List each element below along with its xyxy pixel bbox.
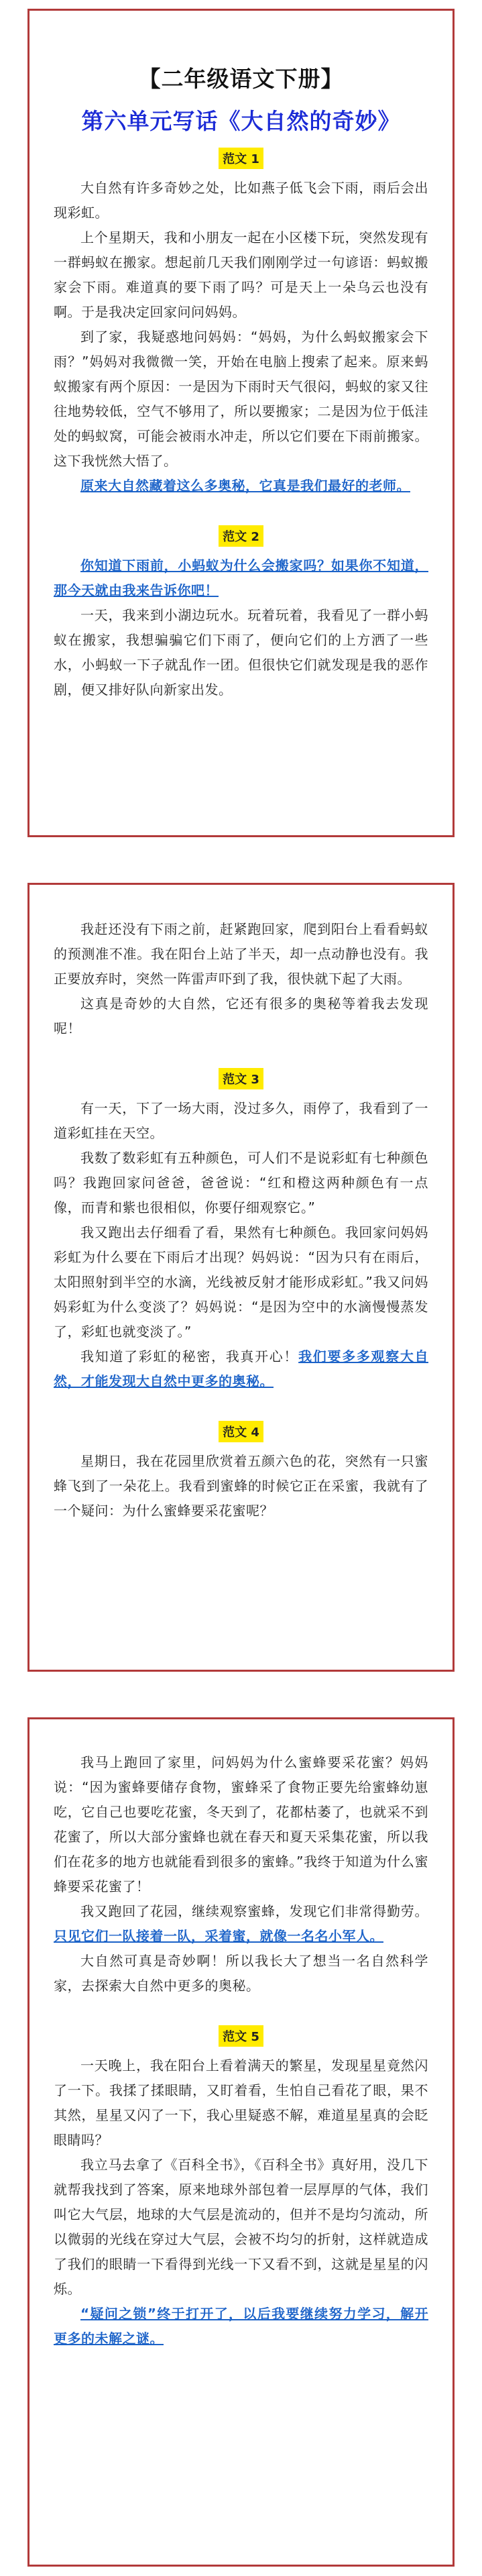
- highlight-paragraph: [54, 553, 428, 603]
- paragraph: 我数了数彩虹有五种颜色，可人们不是说彩虹有七种颜色吗？我跑回家问爸爸，爸爸说：“红和橙这两种颜色有一点像，而青和紫也很相似，你要仔细观察它。”: [54, 1150, 428, 1216]
- paragraph: 大自然可真是奇妙啊！所以我长大了想当一名自然科学家，去探索大自然中更多的奥秘。: [54, 1953, 428, 1994]
- paragraph: [54, 1899, 428, 1949]
- highlight-text: 你知道下雨前，小蚂蚁为什么会搬家吗？如果你不知道，那今天就由我来告诉你吧！: [54, 557, 428, 598]
- highlight-paragraph: [54, 474, 428, 498]
- paragraph: 这真是奇妙的大自然，它还有很多的奥秘等着我去发现呢！: [54, 996, 428, 1036]
- paragraph: 有一天，下了一场大雨，没过多久，雨停了，我看到了一道彩虹挂在天空。: [54, 1100, 428, 1141]
- paragraph: 到了家，我疑惑地问妈妈：“妈妈，为什么蚂蚁搬家会下雨？”妈妈对我微微一笑，开始在电脑上搜索了起来。原来蚂蚁搬家有两个原因：一是因为下雨时天气很闷，蚂蚁的家又往往地势较低，空气不够用了，所以要搬家；二是因为位于低洼处的蚂蚁窝，可能会被雨水冲走，所以它们要在下雨前搬家。这下我恍然大悟了。: [54, 329, 428, 469]
- page-title: 【二年级语文下册】: [138, 66, 344, 92]
- paragraph: 一天，我来到小湖边玩水。玩着玩着，我看见了一群小蚂蚁在搬家，我想骗骗它们下雨了，便向它们的上方洒了一些水，小蚂蚁一下子就乱作一团。但很快它们就发现是我的恶作剧，便又排好队向新家出发。: [54, 607, 428, 698]
- highlight-text: 我们要多多观察大自然，才能发现大自然中更多的奥秘。: [54, 1348, 429, 1389]
- page-card-3: [27, 1717, 455, 2567]
- highlight-text: 原来大自然藏着这么多奥秘，它真是我们最好的老师。: [80, 478, 410, 494]
- plain-text: 我又跑回了花园，继续观察蜜蜂，发现它们非常得勤劳。: [80, 1903, 428, 1919]
- essay-tag-5: 范文 5: [219, 2025, 263, 2047]
- essay-tag-1: 范文 1: [219, 148, 263, 169]
- paragraph: 我赶还没有下雨之前，赶紧跑回家，爬到阳台上看看蚂蚁的预测准不准。我在阳台上站了半天，却一点动静也没有。我正要放弃时，突然一阵雷声吓到了我，很快就下起了大雨。: [54, 921, 428, 987]
- highlight-paragraph: [54, 2302, 428, 2351]
- highlight-text: “疑问之锁”终于打开了，以后我要继续努力学习，解开更多的未解之谜。: [54, 2306, 428, 2347]
- essay-tag-4: 范文 4: [219, 1421, 263, 1442]
- essay-tag-3: 范文 3: [219, 1068, 263, 1089]
- paragraph: 星期日，我在花园里欣赏着五颜六色的花，突然有一只蜜蜂飞到了一朵花上。我看到蜜蜂的时候它正在采蜜，我就有了一个疑问：为什么蜜蜂要采花蜜呢？: [54, 1453, 428, 1519]
- paragraph: 我立马去拿了《百科全书》，《百科全书》真好用，没几下就帮我找到了答案，原来地球外部包着一层厚厚的气体，我们叫它大气层，地球的大气层是流动的，但并不是均匀流动，所以微弱的光线在穿过大气层，会被不均匀的折射，这样就造成了我们的眼睛一下看得到光线一下又看不到，这就是星星的闪烁。: [54, 2157, 428, 2297]
- page-card-1: [27, 9, 455, 837]
- essay-tag-2: 范文 2: [219, 525, 263, 547]
- page-card-2: [27, 883, 455, 1672]
- paragraph: 上个星期天，我和小朋友一起在小区楼下玩，突然发现有一群蚂蚁在搬家。想起前几天我们刚刚学过一句谚语：蚂蚁搬家会下雨。难道真的要下雨了吗？可是天上一朵乌云也没有啊。于是我决定回家问问妈妈。: [54, 229, 428, 320]
- paragraph: 一天晚上，我在阳台上看着满天的繁星，发现星星竟然闪了一下。我揉了揉眼睛，又盯着看，生怕自己看花了眼，果不其然，星星又闪了一下，我心里疑惑不解，难道星星真的会眨眼睛吗？: [54, 2057, 428, 2148]
- paragraph: 我马上跑回了家里，问妈妈为什么蜜蜂要采花蜜？妈妈说：“因为蜜蜂要储存食物，蜜蜂采了食物正要先给蜜蜂幼崽吃，它自己也要吃花蜜，冬天到了，花都枯萎了，也就采不到花蜜了，所以大部分蜜蜂也就在春天和夏天采集花蜜，所以我们在花多的地方也就能看到很多的蜜蜂。”我终于知道为什么蜜蜂要采花蜜了！: [54, 1754, 428, 1894]
- paragraph: [54, 1344, 428, 1394]
- paragraph: 大自然有许多奇妙之处，比如燕子低飞会下雨，雨后会出现彩虹。: [54, 180, 428, 221]
- page-subtitle: 第六单元写话《大自然的奇妙》: [81, 108, 401, 134]
- plain-text: 我知道了彩虹的秘密，我真开心！: [80, 1348, 299, 1364]
- paragraph: 我又跑出去仔细看了看，果然有七种颜色。我回家问妈妈彩虹为什么要在下雨后才出现？妈妈说：“因为只有在雨后，太阳照射到半空的水滴，光线被反射才能形成彩虹。”我又问妈妈彩虹为什么变淡了？妈妈说：“是因为空中的水滴慢慢蒸发了，彩虹也就变淡了。”: [54, 1224, 428, 1340]
- highlight-text: 只见它们一队接着一队，采着蜜，就像一名名小军人。: [54, 1928, 383, 1944]
